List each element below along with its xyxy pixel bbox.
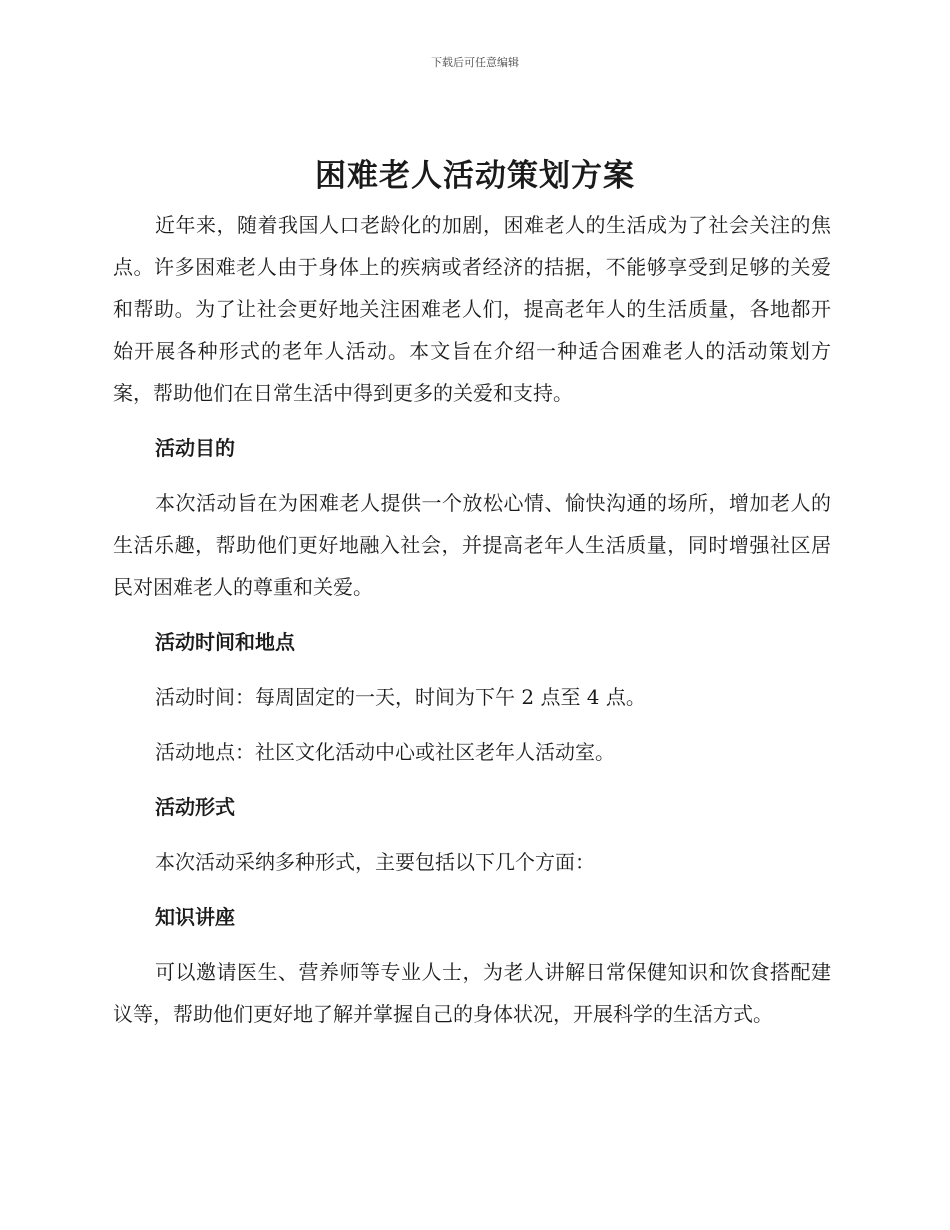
section-heading-form: 活动形式 [155, 795, 235, 819]
section-heading-purpose: 活动目的 [155, 436, 235, 460]
purpose-paragraph: 本次活动旨在为困难老人提供一个放松心情、愉快沟通的场所，增加老人的生活乐趣，帮助他们更好地融入社会，并提高老年人生活质量，同时增强社区居民对困难老人的尊重和关爱。 [113, 491, 831, 599]
intro-paragraph: 近年来，随着我国人口老龄化的加剧，困难老人的生活成为了社会关注的焦点。许多困难老人由于身体上的疾病或者经济的拮据，不能够享受到足够的关爱和帮助。为了让社会更好地关注困难老人们，提高老年人的生活质量，各地都开始开展各种形式的老年人活动。本文旨在介绍一种适合困难老人的活动策划方案，帮助他们在日常生活中得到更多的关爱和支持。 [113, 213, 831, 405]
place-line: 活动地点：社区文化活动中心或社区老年人活动室。 [155, 740, 615, 764]
form-paragraph: 本次活动采纳多种形式，主要包括以下几个方面： [155, 850, 595, 874]
lecture-paragraph: 可以邀请医生、营养师等专业人士，为老人讲解日常保健知识和饮食搭配建议等，帮助他们更好地了解并掌握自己的身体状况，开展科学的生活方式。 [113, 960, 831, 1026]
section-heading-time-place: 活动时间和地点 [155, 630, 295, 654]
section-heading-lecture: 知识讲座 [155, 905, 235, 929]
document-title: 困难老人活动策划方案 [315, 158, 635, 194]
document-body [113, 204, 831, 1035]
time-line: 活动时间：每周固定的一天，时间为下午 2 点至 4 点。 [155, 685, 646, 709]
header-note: 下载后可任意编辑 [431, 56, 519, 69]
